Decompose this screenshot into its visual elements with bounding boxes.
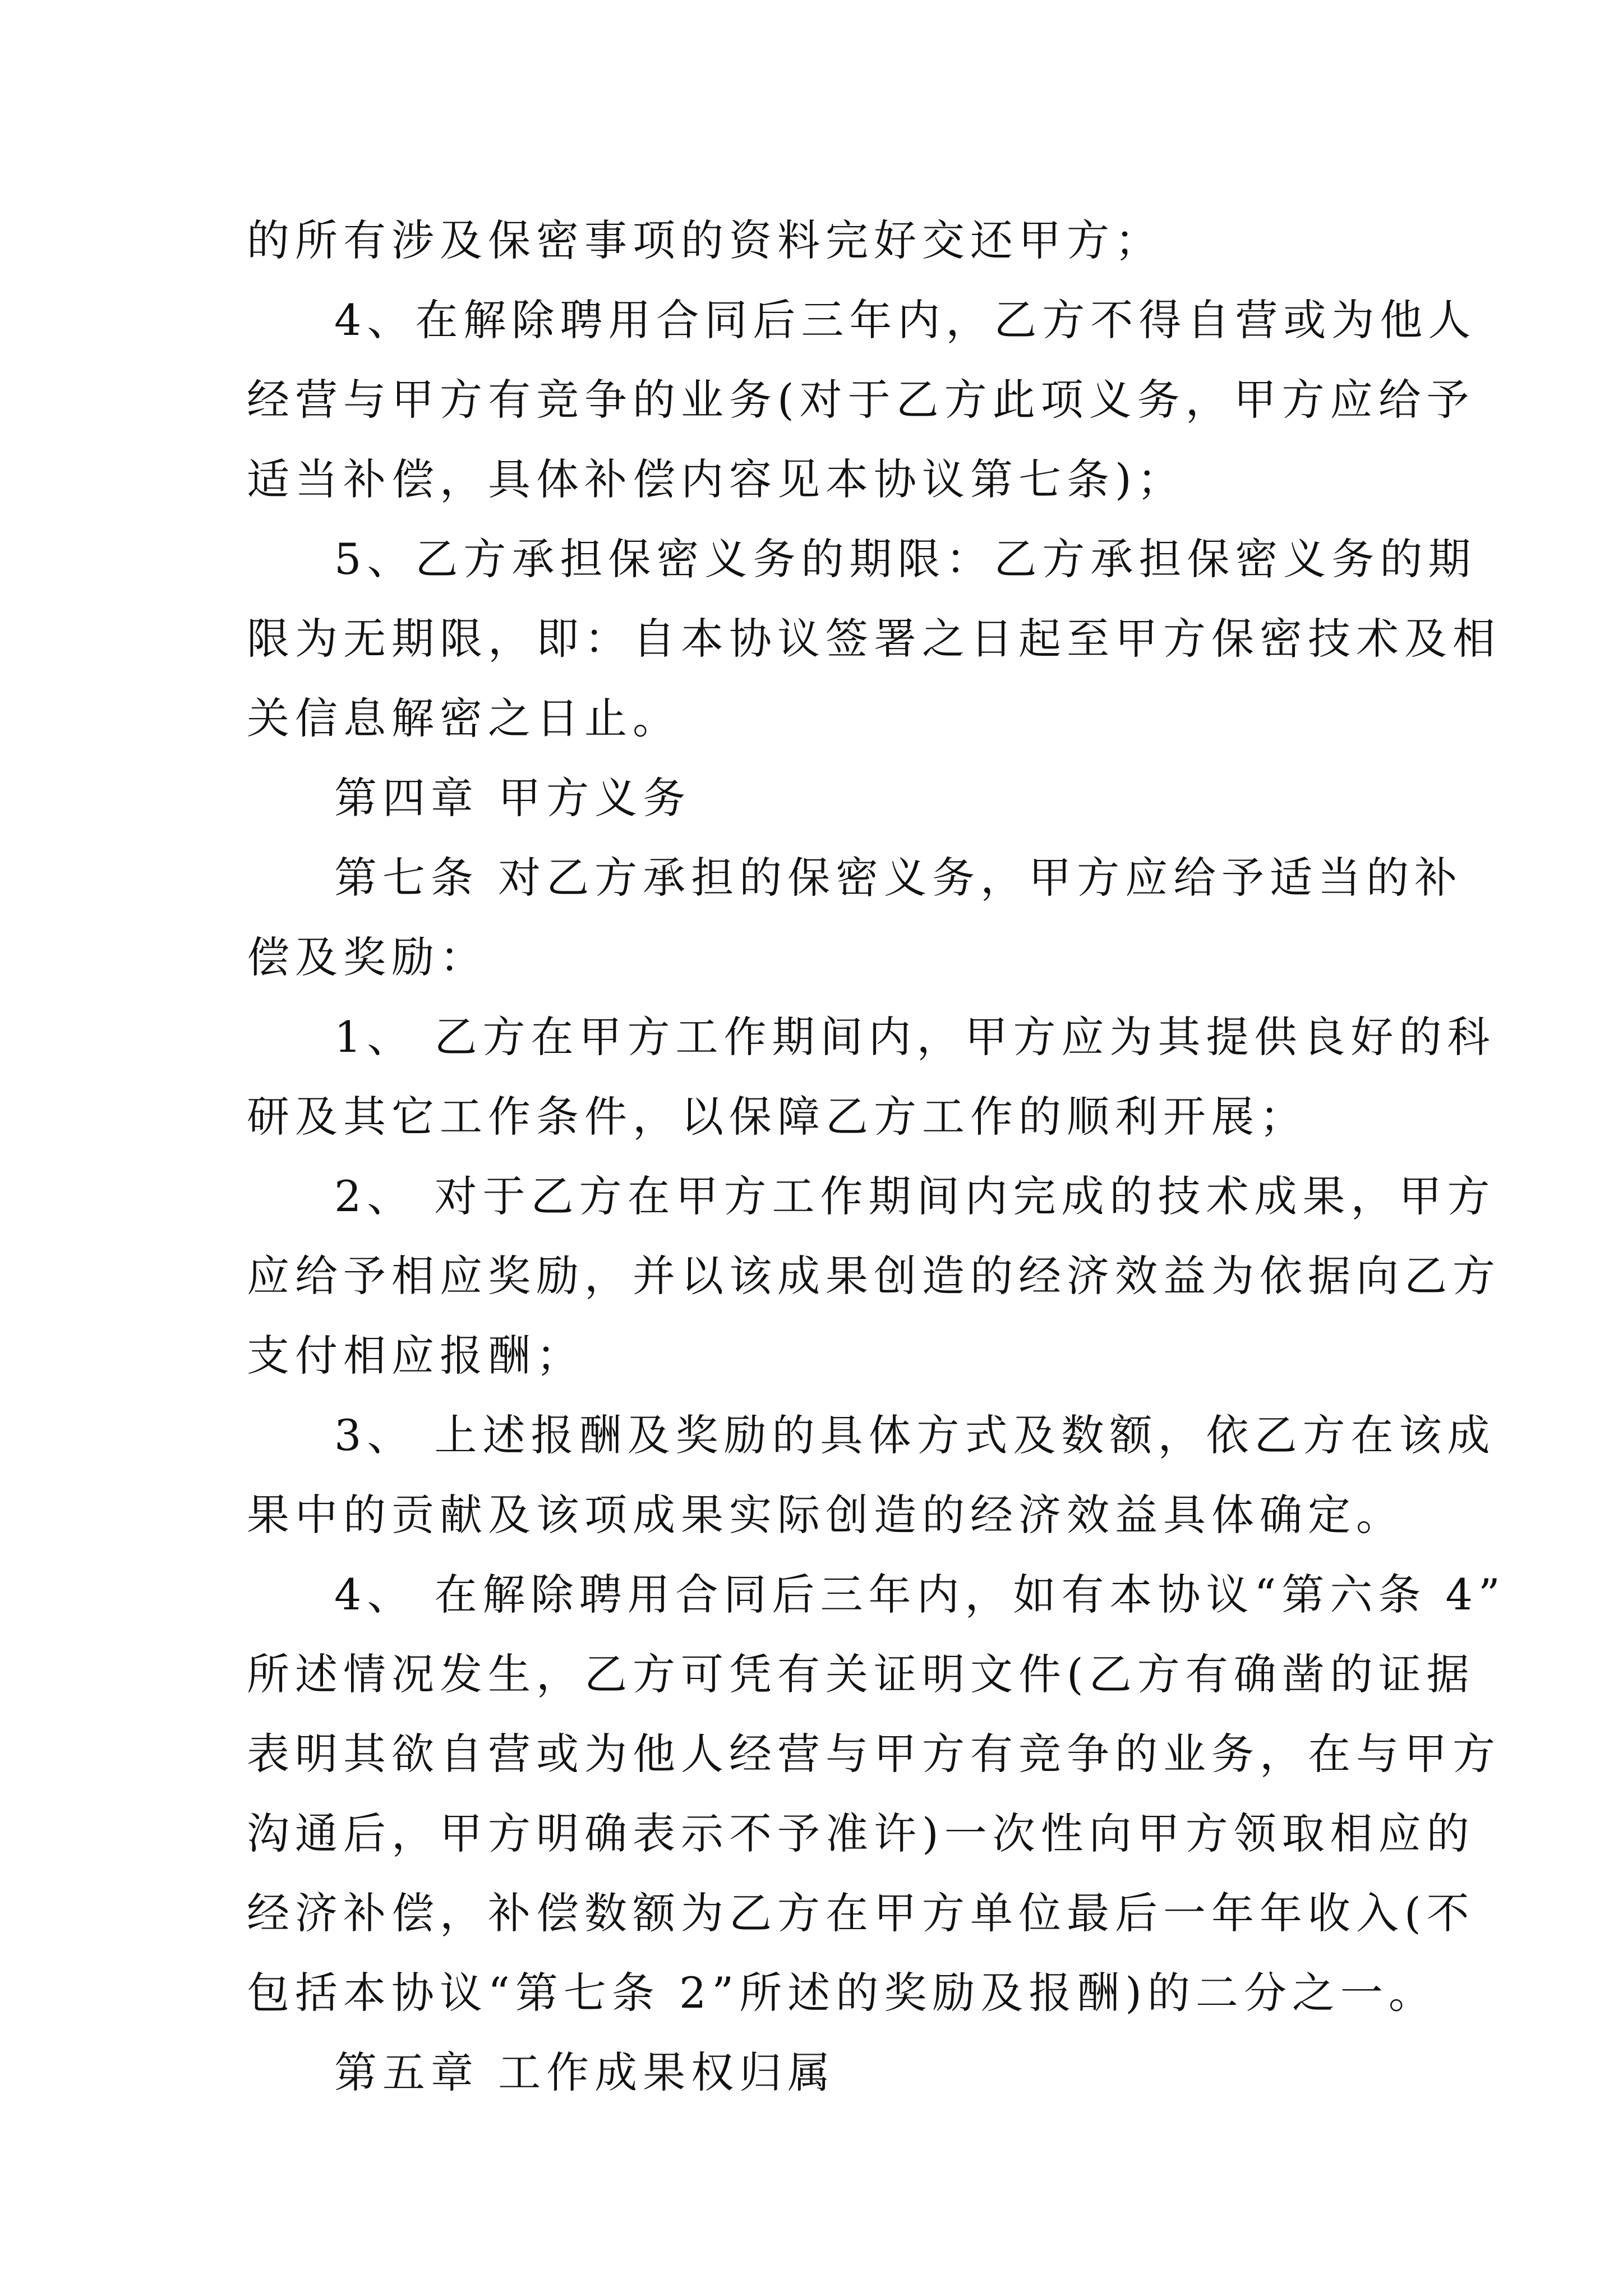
text-line: 关信息解密之日止。	[247, 693, 681, 743]
text-line: 适当补偿，具体补偿内容见本协议第七条)；	[247, 454, 1186, 504]
text-line: 限为无期限，即：自本协议签署之日起至甲方保密技术及相	[247, 614, 1501, 664]
article-7-item-4	[247, 1555, 1506, 2033]
text-line: 第四章 甲方义务	[334, 773, 691, 823]
paragraph-item-4	[247, 280, 1477, 519]
text-line: 2、 对于乙方在甲方工作期间内完成的技术成果，甲方	[334, 1171, 1496, 1221]
text-line: 5、乙方承担保密义务的期限：乙方承担保密义务的期	[334, 534, 1477, 584]
text-line: 第五章 工作成果权归属	[334, 2047, 836, 2097]
text-line: 经济补偿，补偿数额为乙方在甲方单位最后一年年收入(不	[247, 1888, 1475, 1938]
text-line: 支付相应报酬；	[247, 1331, 584, 1381]
text-line: 4、 在解除聘用合同后三年内，如有本协议“第六条 4”	[334, 1570, 1506, 1619]
chapter-5-heading	[247, 2033, 1380, 2113]
text-line: 偿及奖励：	[247, 932, 488, 982]
text-line: 表明其欲自营或为他人经营与甲方有竞争的业务，在与甲方	[247, 1729, 1501, 1779]
text-line: 研及其它工作条件，以保障乙方工作的顺利开展；	[247, 1092, 1308, 1142]
article-7-item-1	[247, 997, 1496, 1157]
text-line: 4、在解除聘用合同后三年内，乙方不得自营或为他人	[334, 295, 1477, 345]
article-7	[247, 838, 1463, 997]
article-7-item-3	[247, 1396, 1496, 1555]
paragraph-item-5	[247, 519, 1501, 758]
text-line: 所述情况发生，乙方可凭有关证明文件(乙方有确凿的证据	[247, 1649, 1475, 1699]
document-body	[247, 201, 1506, 2113]
text-line: 应给予相应奖励，并以该成果创造的经济效益为依据向乙方	[247, 1251, 1501, 1301]
text-line: 沟通后，甲方明确表示不予准许)一次性向甲方领取相应的	[247, 1809, 1475, 1858]
text-line: 的所有涉及保密事项的资料完好交还甲方；	[247, 215, 1163, 265]
text-line: 包括本协议“第七条 2”所述的奖励及报酬)的二分之一。	[247, 1968, 1437, 2018]
chapter-4-heading	[247, 758, 1380, 838]
paragraph-continuation	[247, 201, 1380, 280]
text-line: 第七条 对乙方承担的保密义务，甲方应给予适当的补	[334, 853, 1463, 903]
article-7-item-2	[247, 1157, 1501, 1396]
text-line: 3、 上述报酬及奖励的具体方式及数额，依乙方在该成	[334, 1410, 1496, 1460]
text-line: 果中的贡献及该项成果实际创造的经济效益具体确定。	[247, 1490, 1404, 1540]
text-line: 1、 乙方在甲方工作期间内，甲方应为其提供良好的科	[334, 1012, 1496, 1062]
text-line: 经营与甲方有竞争的业务(对于乙方此项义务，甲方应给予	[247, 375, 1475, 425]
